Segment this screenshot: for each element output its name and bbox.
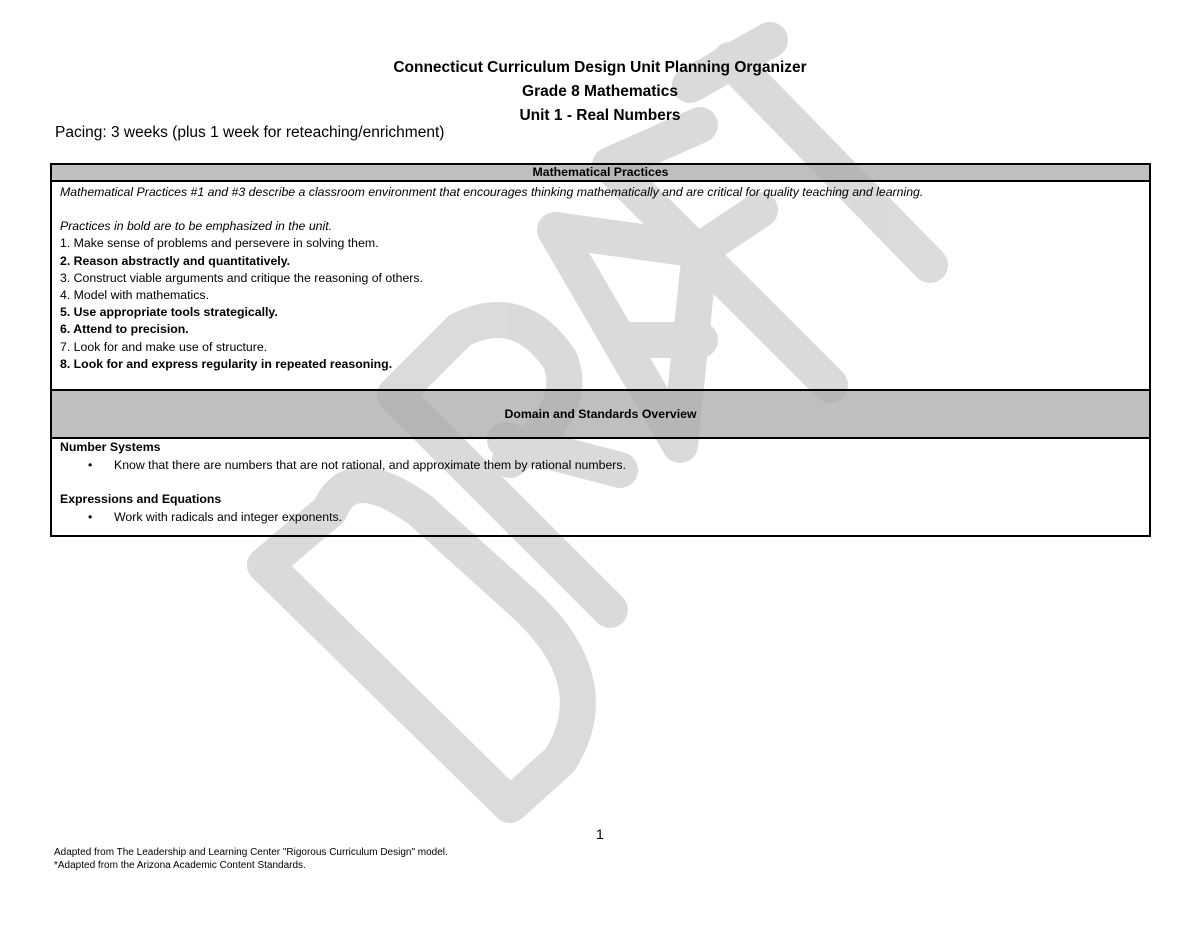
- footer: [54, 846, 448, 872]
- practice-item: 4. Model with mathematics.: [60, 288, 209, 303]
- practices-cell: [51, 181, 1150, 390]
- bullet-icon: •: [88, 457, 93, 472]
- practice-item: 5. Use appropriate tools strategically.: [60, 305, 278, 320]
- grade-title: Grade 8 Mathematics: [522, 83, 678, 100]
- footer-line: *Adapted from the Arizona Academic Content Standards.: [54, 860, 306, 871]
- practices-heading: Mathematical Practices: [51, 164, 1150, 181]
- domain-bullet: [60, 509, 1141, 527]
- practice-item: 8. Look for and express regularity in repeated reasoning.: [60, 356, 393, 371]
- practice-item: 7. Look for and make use of structure.: [60, 339, 268, 354]
- practice-item: 1. Make sense of problems and persevere in solving them.: [60, 236, 379, 251]
- practice-item: 2. Reason abstractly and quantitatively.: [60, 253, 291, 268]
- practices-intro: Mathematical Practices #1 and #3 describe a classroom environment that encourages thinking mathematically and are critical for quality teaching and learning.: [60, 185, 924, 199]
- domain-bullet-text: Know that there are numbers that are not rational, and approximate them by rational numbers.: [114, 457, 626, 472]
- domain-bullet: [60, 457, 1141, 475]
- practice-item: 3. Construct viable arguments and critique the reasoning of others.: [60, 270, 423, 285]
- unit-title: Unit 1 - Real Numbers: [519, 107, 681, 124]
- practices-note: Practices in bold are to be emphasized in the unit.: [60, 219, 333, 234]
- footer-line: Adapted from The Leadership and Learning Center "Rigorous Curriculum Design" model.: [54, 847, 448, 858]
- pacing-text: Pacing: 3 weeks (plus 1 week for reteaching/enrichment): [55, 124, 445, 141]
- domain-bullet-text: Work with radicals and integer exponents.: [114, 509, 343, 524]
- domain-name: Expressions and Equations: [60, 492, 222, 507]
- page-number: 1: [596, 826, 604, 842]
- practice-item: 6. Attend to precision.: [60, 322, 189, 337]
- domains-cell: [51, 438, 1150, 536]
- overview-heading: Domain and Standards Overview: [51, 390, 1150, 438]
- domain-name: Number Systems: [60, 440, 161, 455]
- planning-table: [50, 163, 1151, 537]
- bullet-icon: •: [88, 509, 93, 524]
- document-title: Connecticut Curriculum Design Unit Planning Organizer: [393, 59, 807, 76]
